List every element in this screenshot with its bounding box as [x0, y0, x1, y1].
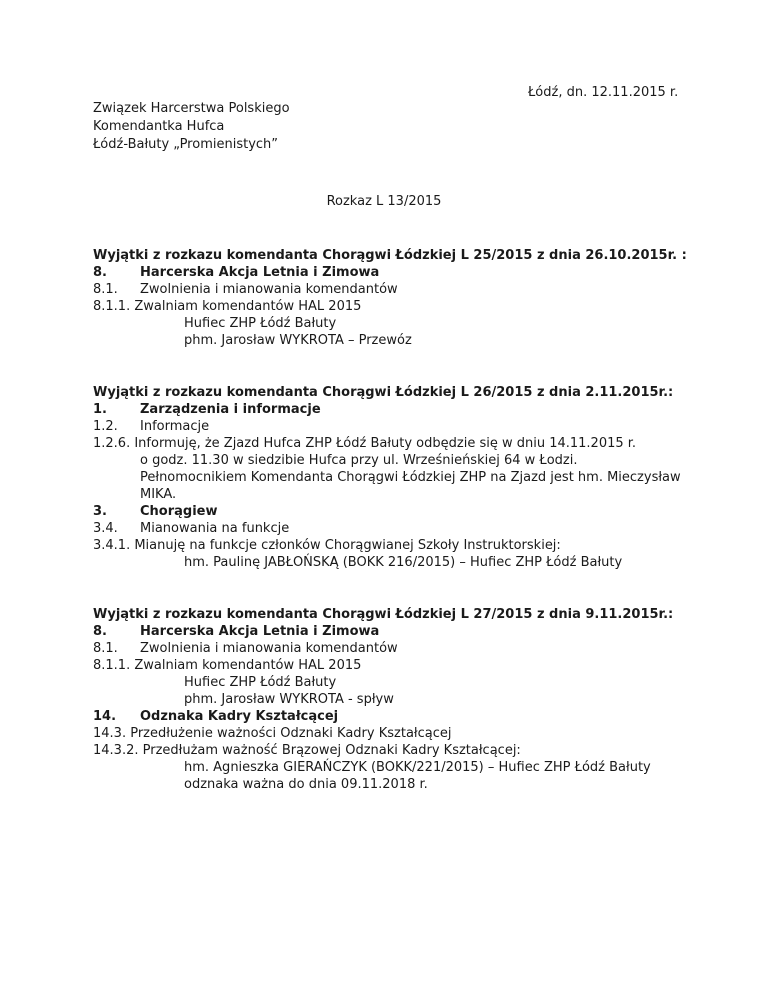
document-date: Łódź, dn. 12.11.2015 r.	[528, 85, 679, 100]
item-title: Harcerska Akcja Letnia i Zimowa	[140, 624, 380, 639]
item-number: 1.2.	[93, 419, 118, 434]
item-number: 8.1.	[93, 641, 118, 656]
item-title: Informacje	[140, 419, 210, 434]
item-title: Zwolnienia i mianowania komendantów	[140, 641, 398, 656]
item-title: Odznaka Kadry Kształcącej	[140, 709, 339, 724]
item-text: hm. Agnieszka GIERAŃCZYK (BOKK/221/2015) – Hufiec ZHP Łódź Bałuty	[184, 760, 651, 775]
item-text: 1.2.6. Informuję, że Zjazd Hufca ZHP Łódź Bałuty odbędzie się w dniu 14.11.2015 r.	[93, 436, 637, 451]
item-title: Zwolnienia i mianowania komendantów	[140, 282, 398, 297]
item-title: Mianowania na funkcje	[140, 521, 290, 536]
item-number: 3.4.	[93, 521, 118, 536]
item-text: 14.3.2. Przedłużam ważność Brązowej Odznaki Kadry Kształcącej:	[93, 743, 521, 758]
item-text: Hufiec ZHP Łódź Bałuty	[184, 675, 337, 690]
item-number: 8.1.	[93, 282, 118, 297]
item-text: odznaka ważna do dnia 09.11.2018 r.	[184, 777, 428, 792]
item-title: Chorągiew	[140, 504, 218, 519]
item-text: 3.4.1. Mianuję na funkcje członków Chorągwianej Szkoły Instruktorskiej:	[93, 538, 561, 553]
item-number: 14.	[93, 709, 117, 724]
item-number: 1.	[93, 402, 107, 417]
item-title: Harcerska Akcja Letnia i Zimowa	[140, 265, 380, 280]
item-number: 8.	[93, 265, 107, 280]
item-text: Pełnomocnikiem Komendanta Chorągwi Łódzkiej ZHP na Zjazd jest hm. Mieczysław	[140, 470, 681, 485]
organization-name: Związek Harcerstwa Polskiego	[93, 101, 290, 116]
item-text: 14.3. Przedłużenie ważności Odznaki Kadry Kształcącej	[93, 726, 452, 741]
section-heading: Wyjątki z rozkazu komendanta Chorągwi Łódzkiej L 25/2015 z dnia 26.10.2015r. :	[93, 248, 687, 263]
section-heading: Wyjątki z rozkazu komendanta Chorągwi Łódzkiej L 26/2015 z dnia 2.11.2015r.:	[93, 385, 674, 400]
organization-unit: Komendantka Hufca	[93, 119, 225, 134]
item-text: hm. Paulinę JABŁOŃSKĄ (BOKK 216/2015) – Hufiec ZHP Łódź Bałuty	[184, 555, 623, 570]
item-text: MIKA.	[140, 487, 177, 502]
item-text: o godz. 11.30 w siedzibie Hufca przy ul. Wrześnieńskiej 64 w Łodzi.	[140, 453, 578, 468]
item-text: 8.1.1. Zwalniam komendantów HAL 2015	[93, 299, 362, 314]
item-text: phm. Jarosław WYKROTA – Przewóz	[184, 333, 412, 348]
document-title: Rozkaz L 13/2015	[326, 194, 442, 209]
item-text: Hufiec ZHP Łódź Bałuty	[184, 316, 337, 331]
item-text: phm. Jarosław WYKROTA - spływ	[184, 692, 394, 707]
item-number: 8.	[93, 624, 107, 639]
item-title: Zarządzenia i informacje	[140, 402, 321, 417]
item-text: 8.1.1. Zwalniam komendantów HAL 2015	[93, 658, 362, 673]
item-number: 3.	[93, 504, 107, 519]
organization-district: Łódź-Bałuty „Promienistych”	[93, 137, 279, 152]
section-heading: Wyjątki z rozkazu komendanta Chorągwi Łódzkiej L 27/2015 z dnia 9.11.2015r.:	[93, 607, 674, 622]
